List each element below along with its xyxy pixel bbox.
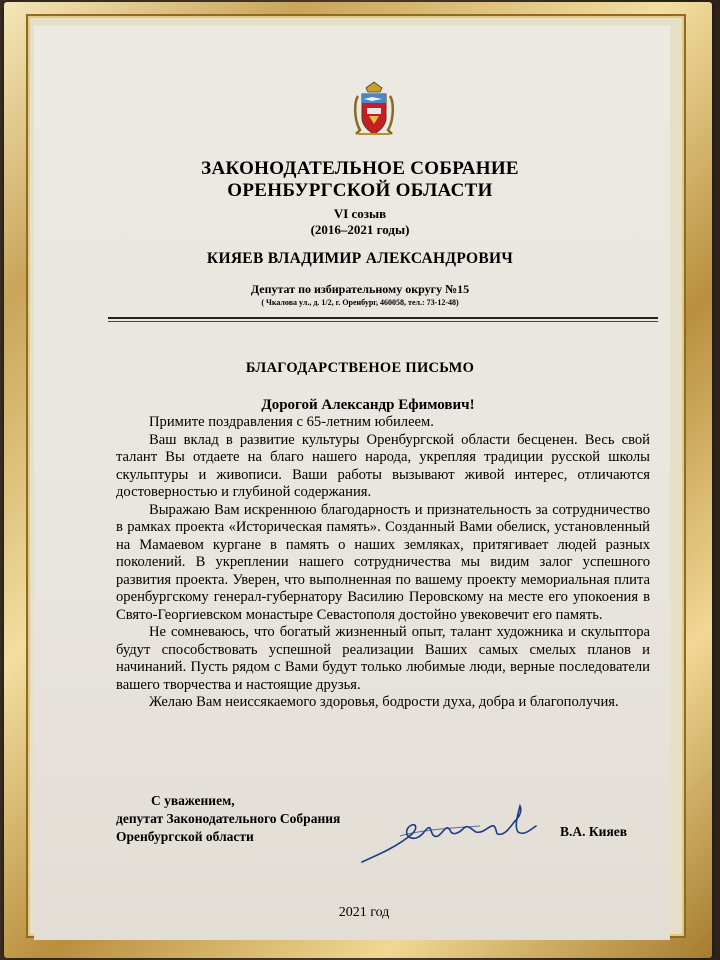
header-divider-thin — [108, 321, 658, 322]
paragraph: Выражаю Вам искреннюю благодарность и признательность за сотрудничество в рамках проекта «Историческая память». Созданный Вами обелиск, установленный на Мамаевом кургане в память о наших земляках, притягивает людей разных поколений. В укреплении нашего сотрудничества мы видим залог успешного развития проекта. Уверен, что выполненная по вашему проекту мемориальная плита оренбургскому генерал-губернатору Василию Перовскому на месте его упокоения в Свято-Георгиевском монастыре Севастополя достойно увековечит его память. — [116, 501, 650, 623]
organization-name — [0, 158, 720, 202]
deputy-address: ( Чкалова ул., д. 1/2, г. Оренбург, 460058, тел.: 73-12-48) — [261, 298, 459, 307]
letter-body — [116, 414, 650, 712]
deputy-title: Депутат по избирательному округу №15 — [250, 282, 470, 296]
paragraph: Примите поздравления с 65-летним юбилеем. — [149, 414, 434, 430]
handwritten-signature — [360, 796, 560, 866]
closing-position: депутат Законодательного Собрания — [116, 811, 341, 826]
closing-regards: С уважением, — [151, 793, 235, 808]
deputy-name: КИЯЕВ ВЛАДИМИР АЛЕКСАНДРОВИЧ — [206, 250, 514, 267]
convocation: VI созыв — [333, 206, 387, 221]
convocation-years: (2016–2021 годы) — [310, 222, 410, 237]
letter-year: 2021 год — [338, 905, 390, 920]
orenburg-coat-of-arms-icon — [352, 80, 396, 140]
paragraph: Желаю Вам неиссякаемого здоровья, бодрости духа, добра и благополучия. — [149, 694, 619, 710]
header-divider — [108, 317, 658, 319]
paragraph: Ваш вклад в развитие культуры Оренбургской области бесценен. Весь свой талант Вы отдаете на благо нашего народа, укрепляя традиции русской школы скульптуры и живописи. Ваши работы вызывают живой интерес, отличаются достоверностью и глубиной содержания. — [116, 431, 650, 500]
closing-region: Оренбургской области — [116, 829, 254, 844]
convocation-block — [0, 206, 720, 238]
signer-name: В.А. Кияев — [560, 824, 628, 839]
letter-greeting: Дорогой Александр Ефимович! — [261, 397, 475, 413]
organization-line-2: ОРЕНБУРГСКОЙ ОБЛАСТИ — [227, 180, 493, 201]
paragraph: Не сомневаюсь, что богатый жизненный опыт, талант художника и скульптора будут способствовать успешной реализации Ваших самых смелых планов и начинаний. Пусть рядом с Вами будут только любимые люди, верные последователи вашего творчества и настоящие друзья. — [116, 624, 650, 693]
organization-line-1: ЗАКОНОДАТЕЛЬНОЕ СОБРАНИЕ — [201, 158, 519, 179]
letter-title: БЛАГОДАРСТВЕНОЕ ПИСЬМО — [245, 360, 475, 376]
closing-block — [116, 792, 396, 846]
